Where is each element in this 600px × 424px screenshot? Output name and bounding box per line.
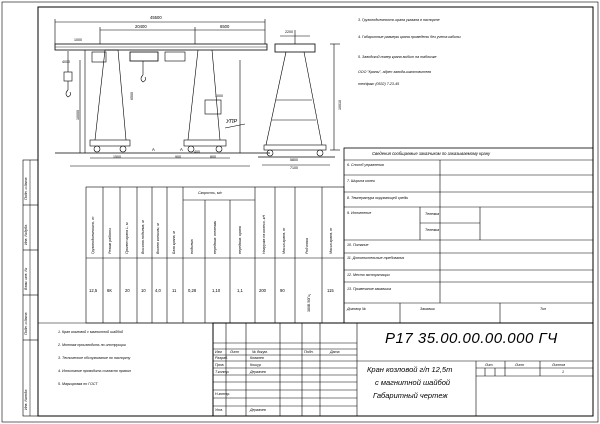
- tb-sheet: Лист: [515, 363, 525, 367]
- dim-height: 10000: [76, 110, 80, 120]
- document-name-1: Кран козловой г/п 12,5т: [367, 365, 453, 374]
- stamp-inv-podl: Инв. №подл.: [24, 388, 28, 410]
- spec-val-power: 380В 50Гц: [307, 294, 311, 312]
- stamp-podp-2: Подп. и дата: [24, 177, 28, 200]
- spec-val-wheel-load: 200: [259, 288, 266, 293]
- spec-head-speed: Скорость, м/с: [198, 191, 223, 195]
- note-5: 5. Заводской номер крана выбит на табличке: [358, 55, 437, 59]
- crane-side-view: [258, 30, 340, 165]
- order-row-7: 7. Ширина колеи: [347, 179, 375, 183]
- spec-head-speed-crane: передвиж. крана: [238, 226, 242, 254]
- order-row-8: 8. Температура окружающей среды: [347, 196, 409, 200]
- spec-head-cantilever: Вылет консоли, м: [156, 223, 160, 254]
- spec-head-capacity: Грузоподъемность, т: [91, 216, 95, 254]
- order-table-title: Сведения сообщаемые заказчиком по заказываемому крану: [372, 151, 491, 156]
- tb-person-5: Дергачев: [250, 408, 266, 412]
- spec-val-speed-trolley: 1,10: [212, 288, 221, 293]
- tech-note-5: 5. Маркировка по ГОСТ: [58, 382, 98, 386]
- tb-head-sign: Подп.: [304, 350, 314, 354]
- tb-person-2: Кошур: [250, 363, 261, 367]
- inner-frame: [38, 7, 593, 416]
- spec-val-base: 11: [172, 288, 177, 293]
- label-a-right: А: [180, 147, 183, 152]
- dim-base1: 1500: [113, 155, 121, 159]
- order-row-12: 12. Место эксплуатации: [347, 273, 390, 277]
- order-table-grid: [344, 148, 593, 323]
- dim-left: 4000: [62, 60, 70, 64]
- tb-role-nkontr: Н.контр.: [215, 392, 231, 396]
- dim-base2: 900: [175, 155, 181, 159]
- order-foot-customer: Заказчик: [420, 307, 435, 311]
- spec-val-lift: 10: [141, 288, 146, 293]
- tb-role-prov: Пров.: [215, 363, 225, 367]
- spec-val-speed-lift: 0,28: [188, 288, 197, 293]
- dim-wheel: 800: [210, 155, 216, 159]
- dim-top-side: 2200: [285, 30, 293, 34]
- tech-note-4: 4. Испытание проводить согласно правил: [58, 369, 131, 373]
- order-row-11: 11. Дополнительные требования: [347, 256, 405, 260]
- dim-side-base: 5800: [290, 158, 298, 162]
- order-cell-trolley-1: Тележка: [425, 212, 440, 216]
- tb-role-tkontr: Т.контр.: [215, 370, 230, 374]
- note-4: 4. Габаритные размеры крана приведены без учета кабины: [358, 35, 461, 39]
- dim-hook: 1000: [74, 38, 82, 42]
- tb-head-date: Дата: [330, 350, 340, 354]
- spec-head-lift: Высота подъема, м: [141, 220, 145, 254]
- dim-side-height: 10010: [338, 100, 342, 110]
- order-row-13: 13. Примечание заказчика: [347, 287, 391, 291]
- note-address: ООО "Краны", адрес завода-изготовителя: [358, 70, 432, 74]
- note-3: 3. Грузоподъемность крана указана в паспорте: [358, 18, 440, 22]
- tb-person-3: Дергачев: [250, 370, 266, 374]
- dim-side-total: 7100: [290, 166, 298, 170]
- spec-val-mass: 90: [280, 288, 285, 293]
- label-upr: УПР: [226, 119, 238, 125]
- note-phone: тел/факс (0532) 7-23-45: [358, 82, 400, 86]
- spec-val-speed-crane: 1,1: [237, 288, 243, 293]
- dim-cab: 1000: [215, 94, 223, 98]
- tb-person-1: Ковалев: [250, 356, 264, 360]
- spec-table-grid: [86, 187, 344, 323]
- tb-role-utv: Утв.: [215, 408, 224, 412]
- order-foot-type: Тип: [540, 307, 547, 311]
- spec-val-mode: 6К: [107, 288, 112, 293]
- tb-head-izm: Изм: [215, 350, 222, 354]
- label-a-left: А: [152, 147, 155, 152]
- spec-val-span: 20: [125, 288, 130, 293]
- dim-span: 20400: [135, 24, 147, 29]
- document-name-2: с магнитной шайбой: [375, 378, 451, 387]
- spec-val-extra: 115: [327, 288, 334, 293]
- stamp-podp-1: Подп. и дата: [24, 312, 28, 335]
- stamp-vzam: Взам. инв. №: [24, 267, 28, 290]
- spec-head-speed-lift: подъема: [190, 239, 194, 254]
- tb-head-list: Лист: [230, 350, 240, 354]
- spec-head-base: База крана, м: [172, 230, 176, 254]
- spec-val-capacity: 12,5: [89, 288, 98, 293]
- document-name-3: Габаритный чертеж: [373, 391, 448, 400]
- tb-sheets: Листов: [552, 363, 566, 367]
- tb-head-doc: № докум.: [252, 350, 268, 354]
- order-row-10: 10. Питание: [347, 243, 369, 247]
- spec-head-span: Пролет крана L, м: [125, 222, 129, 254]
- document-code: Р17 35.00.00.00.000 ГЧ: [385, 330, 558, 347]
- dim-lift: 6500: [130, 92, 134, 100]
- dim-small: 400: [194, 150, 200, 154]
- tech-note-2: 2. Монтаж производить по инструкции: [58, 343, 126, 347]
- tb-sheets-count: 1: [562, 370, 564, 374]
- order-row-9: 9. Исполнение: [347, 211, 372, 215]
- spec-head-power: Род тока: [305, 238, 309, 254]
- stamp-dubl: Инв. №дубл.: [24, 223, 28, 245]
- tb-role-razrab: Разраб.: [215, 356, 229, 360]
- crane-front-view: [55, 19, 270, 166]
- tb-lit: Лит.: [485, 363, 494, 367]
- spec-val-cantilever: 4,0: [155, 288, 161, 293]
- dim-total-span: 45500: [150, 15, 162, 20]
- tech-note-3: 3. Техническое обслуживание по паспорту: [58, 356, 131, 360]
- spec-head-mass: Масса крана, т: [282, 227, 286, 254]
- spec-head-wheel-load: Нагрузка на колесо, кН: [262, 214, 266, 254]
- order-row-6: 6. Способ управления: [347, 163, 384, 167]
- spec-head-speed-trolley: передвиж. тележки: [213, 220, 217, 254]
- spec-head-mode: Режим работы: [108, 228, 112, 254]
- spec-head-extra: Масса крана, т: [329, 227, 333, 254]
- order-cell-trolley-2: Тележка: [425, 228, 440, 232]
- dim-cantilever: 6500: [220, 24, 230, 29]
- tech-note-1: 1. Кран козловой с магнитной шайбой: [58, 330, 124, 334]
- order-foot-contract: Договор №: [347, 307, 366, 311]
